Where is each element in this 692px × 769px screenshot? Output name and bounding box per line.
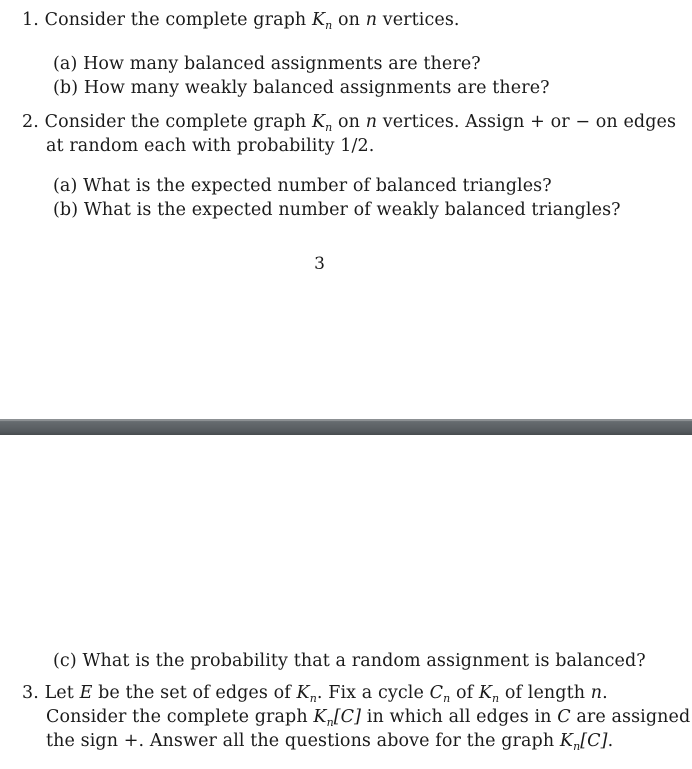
problem-3-length: of length: [504, 683, 586, 703]
page-number: 3: [314, 254, 325, 274]
problem-3-line-3-end: .: [607, 731, 614, 751]
part-label: (a): [53, 176, 78, 196]
part-text: What is the probability that a random assignment is balanced?: [82, 651, 646, 671]
problem-1-intro: Consider the complete graph: [44, 10, 307, 30]
part-text: How many weakly balanced assignments are there?: [83, 78, 550, 98]
problem-2-part-b: [53, 198, 621, 222]
part-label: (b): [53, 78, 79, 98]
graph-symbol: $K_n$: [311, 112, 333, 134]
graph-symbol: $K_n$: [311, 10, 333, 32]
problem-3-line-2: [46, 705, 690, 729]
graph-symbol: $K_n$: [478, 683, 500, 705]
n-symbol: n: [365, 112, 378, 132]
problem-3-line-3-text: the sign +. Answer all the questions above for the graph: [46, 731, 555, 751]
n-symbol: n: [365, 10, 378, 30]
problem-2-intro: Consider the complete graph: [44, 112, 307, 132]
graph-symbol: $K_n$: [296, 683, 317, 705]
problem-2-on: on: [338, 112, 361, 132]
problem-3-be: be the set of edges of: [98, 683, 291, 703]
problem-3-period: .: [602, 683, 608, 703]
problem-3-let: Let: [44, 683, 74, 703]
problem-2-part-a: [53, 174, 552, 198]
part-label: (c): [53, 651, 77, 671]
problem-3-of: of: [455, 683, 474, 703]
part-text: How many balanced assignments are there?: [83, 54, 481, 74]
part-text: What is the expected number of balanced triangles?: [83, 176, 552, 196]
problem-2-part-c: [53, 649, 646, 673]
problem-2-line-2: [46, 134, 374, 158]
part-label: (a): [53, 54, 78, 74]
problem-1-part-b: [53, 76, 550, 100]
part-text: What is the expected number of weakly balanced triangles?: [83, 200, 621, 220]
problem-1-part-a: [53, 52, 481, 76]
problem-1-number: 1.: [22, 10, 39, 30]
problem-3-number: 3.: [22, 683, 39, 703]
problem-1-on: on: [338, 10, 361, 30]
problem-2-rest: vertices. Assign + or − on edges: [382, 112, 677, 132]
problem-3-line-2-mid: in which all edges in: [366, 707, 552, 727]
graph-c-symbol: $K_n[C]$: [559, 731, 608, 753]
cycle-symbol: $C_n$: [429, 683, 451, 705]
problem-3-line-1: [22, 681, 608, 705]
problem-3-fix: . Fix a cycle: [316, 683, 424, 703]
graph-c-symbol: $K_n[C]$: [313, 707, 362, 729]
problem-1-vertices: vertices.: [382, 10, 460, 30]
problem-2-line-1: [22, 110, 676, 134]
c-symbol: C: [557, 707, 571, 727]
page-separator: [0, 419, 692, 435]
problem-3-line-2-intro: Consider the complete graph: [46, 707, 308, 727]
problem-3-line-2-end: are assigned: [576, 707, 691, 727]
problem-2-line-2-text: at random each with probability 1/2.: [46, 136, 375, 156]
problem-1-line-1: [22, 8, 460, 32]
e-symbol: E: [79, 683, 93, 703]
part-label: (b): [53, 200, 79, 220]
problem-3-line-3: [46, 729, 613, 753]
problem-2-number: 2.: [22, 112, 39, 132]
n-symbol: n: [590, 683, 603, 703]
